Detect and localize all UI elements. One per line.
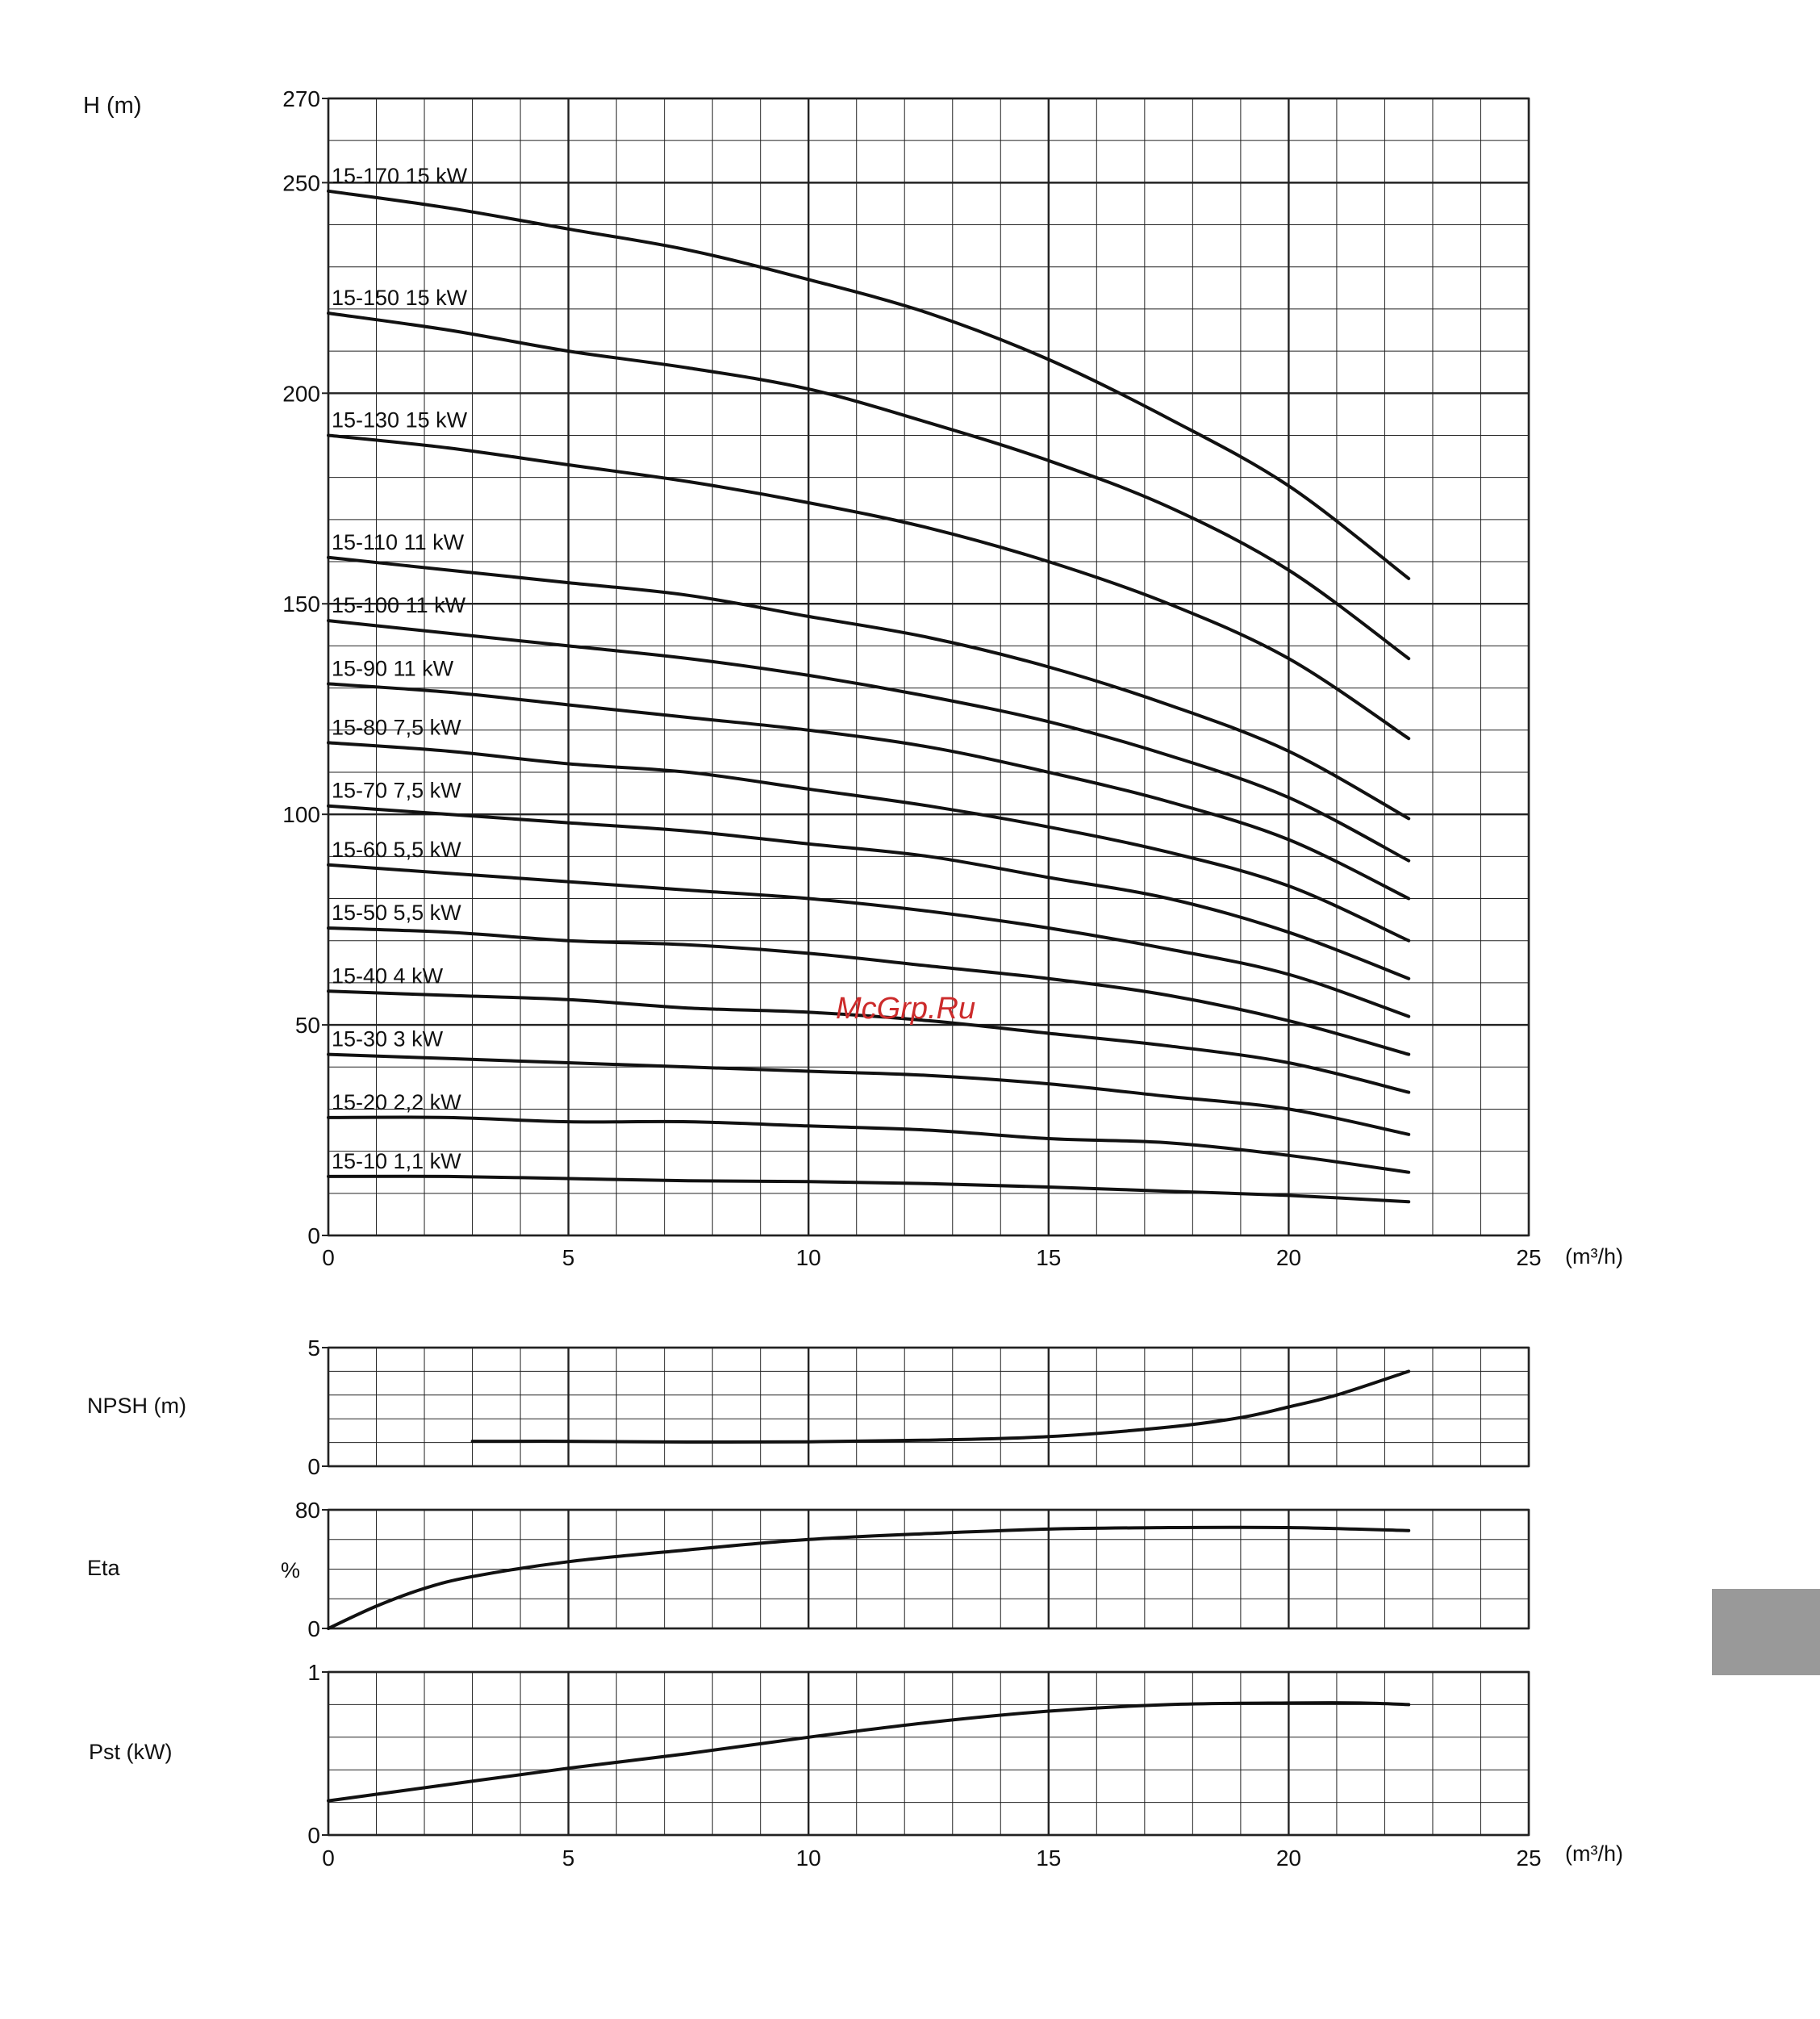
y-tick-label: 0 — [307, 1823, 320, 1848]
x-tick-label: 0 — [322, 1245, 335, 1270]
y-tick-label: 80 — [294, 1498, 320, 1523]
pst-chart-grid — [307, 1660, 1541, 1871]
y-tick-label: 0 — [307, 1223, 320, 1248]
series-label: 15-80 7,5 kW — [332, 715, 461, 740]
eta-chart-grid — [295, 1498, 1529, 1641]
flow-axis-label-bottom: (m³/h) — [1565, 1841, 1623, 1866]
eta-unit-label: % — [281, 1558, 301, 1582]
x-tick-label: 10 — [795, 1846, 821, 1871]
series-label: 15-110 11 kW — [332, 529, 465, 554]
series-label: 15-40 4 kW — [332, 964, 444, 989]
plot-frame — [328, 1348, 1529, 1466]
head-curve-12 — [328, 1118, 1409, 1173]
x-tick-label: 5 — [561, 1245, 575, 1270]
pst-curve — [328, 1703, 1409, 1801]
y-tick-label: 5 — [307, 1336, 320, 1361]
eta-curve — [328, 1528, 1409, 1628]
pst-axis-label: Pst (kW) — [89, 1740, 173, 1764]
series-label: 15-90 11 kW — [332, 656, 454, 681]
eta-axis-label: Eta — [87, 1556, 120, 1580]
series-label: 15-20 2,2 kW — [332, 1089, 461, 1114]
head-curve-1 — [328, 313, 1409, 658]
x-tick-label: 5 — [561, 1846, 575, 1871]
x-tick-label: 20 — [1275, 1846, 1301, 1871]
npsh-chart-grid — [307, 1336, 1529, 1479]
x-tick-label: 20 — [1275, 1245, 1301, 1270]
y-tick-label: 250 — [282, 170, 320, 196]
head-curve-11 — [328, 1055, 1409, 1135]
head-axis-label: H (m) — [83, 93, 142, 119]
y-tick-label: 0 — [307, 1454, 320, 1479]
flow-axis-label-top: (m³/h) — [1565, 1244, 1623, 1269]
y-tick-label: 1 — [307, 1660, 320, 1685]
series-label: 15-50 5,5 kW — [332, 901, 461, 926]
y-tick-label: 50 — [294, 1013, 320, 1039]
head-curve-13 — [328, 1177, 1409, 1202]
series-label: 15-100 11 kW — [332, 593, 466, 618]
npsh-curve — [473, 1371, 1409, 1442]
series-label: 15-130 15 kW — [332, 408, 468, 433]
series-label: 15-10 1,1 kW — [332, 1148, 461, 1173]
y-tick-label: 0 — [307, 1616, 320, 1641]
series-label: 15-70 7,5 kW — [332, 778, 461, 803]
series-label: 15-150 15 kW — [332, 286, 468, 311]
y-tick-label: 150 — [282, 591, 320, 617]
plot-frame — [328, 98, 1529, 1235]
x-tick-label: 15 — [1036, 1245, 1062, 1270]
head-chart-grid — [282, 86, 1541, 1270]
series-label: 15-60 5,5 kW — [332, 837, 461, 862]
x-tick-label: 25 — [1516, 1846, 1542, 1871]
side-tab — [1712, 1589, 1820, 1675]
head-curve-2 — [328, 436, 1409, 739]
npsh-axis-label: NPSH (m) — [87, 1394, 186, 1418]
y-tick-label: 100 — [282, 802, 320, 828]
x-tick-label: 25 — [1516, 1245, 1542, 1270]
x-tick-label: 10 — [795, 1245, 821, 1270]
y-tick-label: 270 — [282, 86, 320, 111]
head-curve-7 — [328, 806, 1409, 979]
watermark: McGrp.Ru — [836, 992, 976, 1026]
x-tick-label: 0 — [322, 1846, 335, 1871]
head-curve-5 — [328, 683, 1409, 898]
x-tick-label: 15 — [1036, 1846, 1062, 1871]
y-tick-label: 200 — [282, 381, 320, 407]
series-label: 15-30 3 kW — [332, 1026, 444, 1051]
plot-frame — [328, 1672, 1529, 1835]
head-curve-0 — [328, 191, 1409, 579]
head-curves — [328, 164, 1409, 1202]
series-label: 15-170 15 kW — [332, 163, 468, 188]
